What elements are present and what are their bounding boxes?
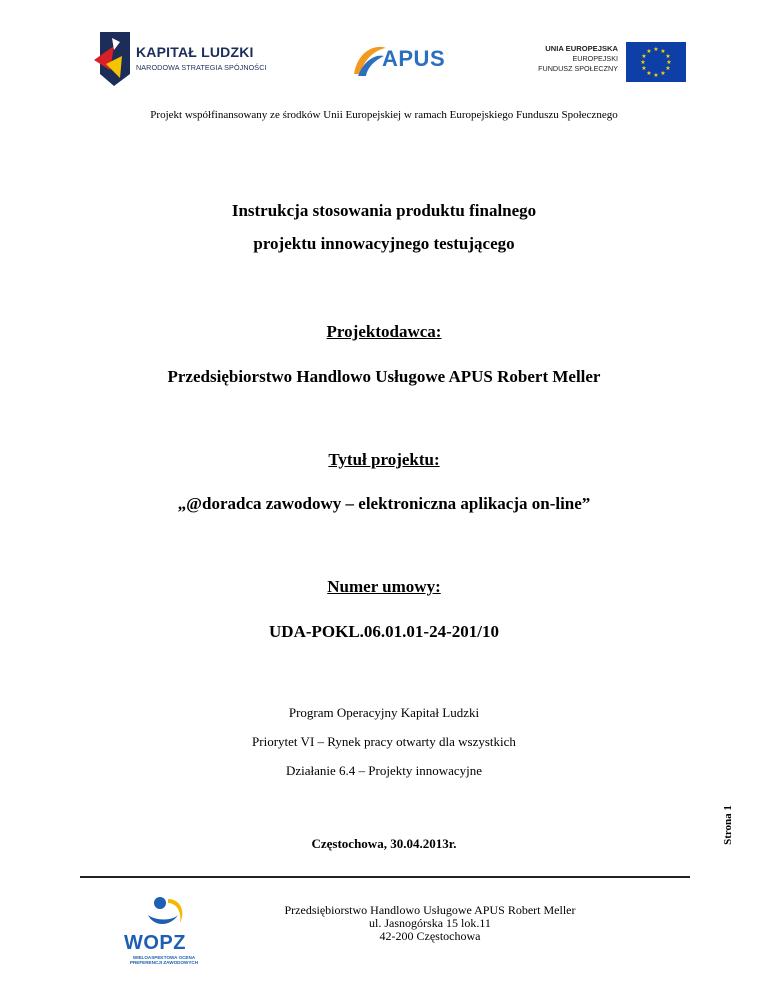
wopz-logo (118, 893, 210, 971)
eu-flag-icon (626, 42, 686, 82)
wopz-subtitle-1: WIELOASPEKTOWA OCENA (132, 955, 196, 960)
wopz-name: WOPZ (124, 932, 186, 954)
tytul-projektu-value: „@doradca zawodowy – elektroniczna aplikacja on-line” (177, 494, 591, 513)
svg-text:★: ★ (665, 65, 671, 72)
wopz-emblem-icon (140, 893, 188, 933)
svg-text:★: ★ (641, 53, 647, 60)
numer-umowy-heading: Numer umowy: (327, 577, 441, 596)
tytul-projektu-heading: Tytuł projektu: (328, 450, 440, 469)
kapital-ludzki-emblem-icon (92, 30, 134, 88)
program-line-3: Działanie 6.4 – Projekty innowacyjne (285, 763, 483, 778)
program-line-1: Program Operacyjny Kapitał Ludzki (288, 705, 480, 720)
footer-street: ul. Jasnogórska 15 lok.11 (369, 916, 491, 930)
svg-text:★: ★ (660, 70, 666, 77)
footer-company: Przedsiębiorstwo Handlowo Usługowe APUS Robert Meller (284, 903, 576, 917)
projektodawca-heading: Projektodawca: (326, 322, 442, 341)
svg-text:★: ★ (646, 70, 652, 77)
apus-logo (348, 40, 458, 80)
svg-text:★: ★ (660, 48, 666, 55)
eu-line-2: EUROPEJSKI (572, 54, 618, 63)
program-line-2: Priorytet VI – Rynek pracy otwarty dla wszystkich (252, 734, 516, 749)
footer-address (250, 904, 610, 943)
apus-name: APUS (382, 46, 446, 71)
kapital-ludzki-title: KAPITAŁ LUDZKI (136, 44, 254, 60)
numer-umowy-value: UDA-POKL.06.01.01-24-201/10 (269, 622, 499, 641)
svg-text:★: ★ (640, 59, 646, 66)
footer-divider (80, 876, 690, 878)
projektodawca-value: Przedsiębiorstwo Handlowo Usługowe APUS Robert Meller (167, 367, 601, 386)
cofinancing-note: Projekt współfinansowany ze środków Unii Europejskiej w ramach Europejskiego Funduszu Społecznego (150, 109, 618, 121)
eu-line-3: FUNDUSZ SPOŁECZNY (538, 64, 618, 73)
wopz-subtitle-2: PREFERENCJI ZAWODOWYCH (129, 960, 199, 966)
svg-text:★: ★ (653, 46, 659, 53)
svg-text:★: ★ (653, 72, 659, 79)
svg-text:★: ★ (666, 59, 672, 66)
eu-line-1: UNIA EUROPEJSKA (545, 44, 618, 53)
page-number-label: Strona 1 (722, 805, 734, 845)
place-date: Częstochowa, 30.04.2013r. (311, 836, 457, 851)
document-title-line-1: Instrukcja stosowania produktu finalnego (231, 201, 537, 220)
document-title-line-2: projektu innowacyjnego testującego (253, 234, 515, 253)
svg-text:★: ★ (665, 53, 671, 60)
footer-city: 42-200 Częstochowa (379, 929, 481, 943)
kapital-ludzki-subtitle: NARODOWA STRATEGIA SPÓJNOŚCI (136, 63, 267, 72)
eu-logo (530, 36, 690, 86)
svg-text:★: ★ (646, 48, 652, 55)
kapital-ludzki-logo (92, 30, 272, 88)
svg-text:★: ★ (641, 65, 647, 72)
